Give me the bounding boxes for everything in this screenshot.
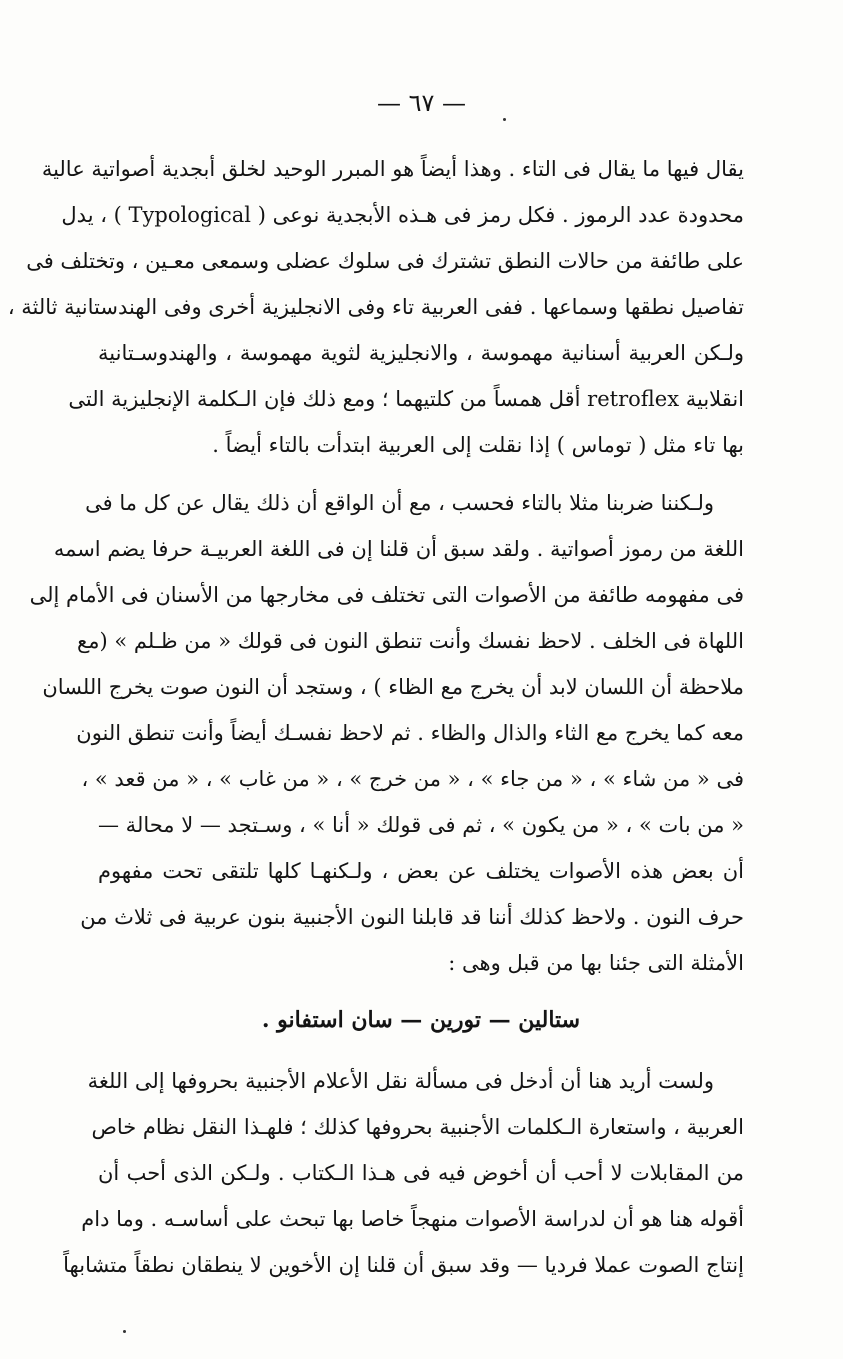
text-line: « من بات » ، « من يكون » ، ثم فى قولك « أنا » ، وسـتجد — لا محالة — [98, 813, 744, 837]
text-line: من المقابلات لا أحب أن أخوض فيه فى هـذا الـكتاب . ولـكن الذى أحب أن [98, 1161, 744, 1185]
text-line: الأمثلة التى جئنا بها من قبل وهى : [448, 951, 744, 975]
text-line: يقال فيها ما يقال فى التاء . وهذا أيضاً هو المبرر الوحيد لخلق أبجدية أصواتية عالية [41, 157, 744, 181]
text-line: معه كما يخرج مع الثاء والذال والظاء . ثم لاحظ نفسـك أيضاً وأنت تنطق النون [76, 721, 744, 745]
text-line: تفاصيل نطقها وسماعها . ففى العربية تاء وفى الانجليزية أخرى وفى الهندستانية ثالثة ، [7, 295, 744, 319]
examples-line: ستالين — تورين — سان استفانو . [261, 1007, 581, 1033]
text-line: محدودة عدد الرموز . فكل رمز فى هـذه الأبجدية نوعى ( Typological ) ، يدل [61, 203, 744, 227]
ink-speck [503, 118, 506, 121]
text-line: العربية ، واستعارة الـكلمات الأجنبية بحروفها كذلك ؛ فلهـذا النقل نظام خاص [91, 1115, 744, 1139]
paragraph-3 [63, 1058, 744, 1288]
text-line: أقوله هنا هو أن لدراسة الأصوات منهجاً خاصا بها تبحث على أساسـه . وما دام [81, 1207, 744, 1231]
ink-speck [123, 1330, 126, 1333]
paragraph-1 [7, 146, 744, 468]
text-line: فى مفهومه طائفة من الأصوات التى تختلف فى مخارجها من الأسنان فى الأمام إلى [29, 583, 744, 607]
text-line: اللغة من رموز أصواتية . ولقد سبق أن قلنا إن فى اللغة العربيـة حرفا يضم اسمه [53, 537, 744, 561]
text-line: ولـكن العربية أسنانية مهموسة ، والانجليزية لثوية مهموسة ، والهندوسـتانية [98, 341, 744, 365]
text-line: على طائفة من حالات النطق تشترك فى سلوك عضلى وسمعى معـين ، وتختلف فى [26, 249, 744, 273]
paragraph-2 [29, 480, 744, 986]
text-line: فى « من شاء » ، « من جاء » ، « من خرج » ، « من غاب » ، « من قعد » ، [81, 767, 744, 791]
text-line: انقلابية retroflex أقل همساً من كلتيهما ؛ ومع ذلك فإن الـكلمة الإنجليزية التى [68, 387, 744, 411]
text-line: أن بعض هذه الأصوات يختلف عن بعض ، ولـكنهـا كلها تلتقى تحت مفهوم [98, 859, 744, 883]
text-line: بها تاء مثل ( توماس ) إذا نقلت إلى العربية ابتدأت بالتاء أيضاً . [212, 433, 744, 457]
text-line: ولست أريد هنا أن أدخل فى مسألة نقل الأعلام الأجنبية بحروفها إلى اللغة [87, 1069, 714, 1093]
text-line: ملاحظة أن اللسان لابد أن يخرج مع الظاء ) ، وستجد أن النون صوت يخرج اللسان [42, 675, 744, 699]
text-line: اللهاة فى الخلف . لاحظ نفسك وأنت تنطق النون فى قولك « من ظـلم » (مع [77, 629, 744, 653]
text-line: إنتاج الصوت عملا فرديا — وقد سبق أن قلنا إن الأخوين لا ينطقان نطقاً متشابهاً [63, 1253, 744, 1277]
text-line: ولـكننا ضربنا مثلا بالتاء فحسب ، مع أن الواقع أن ذلك يقال عن كل ما فى [85, 491, 714, 515]
text-line: حرف النون . ولاحظ كذلك أننا قد قابلنا النون الأجنبية بنون عربية فى ثلاث من [80, 905, 744, 929]
page-number: — ٦٧ — [376, 89, 467, 117]
